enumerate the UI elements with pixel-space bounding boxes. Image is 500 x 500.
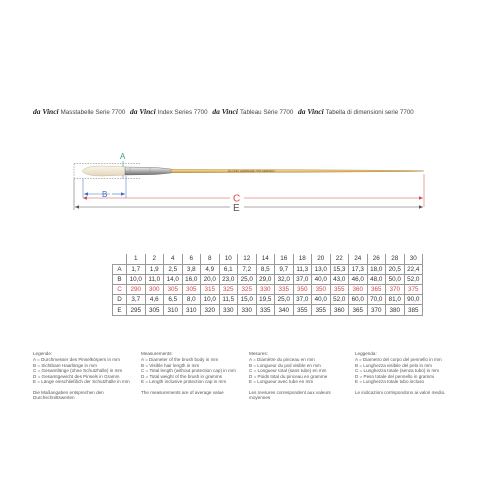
legend-line: B = Longueur du poil visible en mm bbox=[249, 362, 321, 368]
table-cell: 52,0 bbox=[330, 295, 349, 305]
table-cell: 60,0 bbox=[349, 295, 368, 305]
table-cell: 295 bbox=[127, 305, 146, 315]
legend-line: C = Longueur total (sans tube) en mm bbox=[249, 368, 327, 373]
legend-note: Le indicazioni corrispondono ai valori medio. bbox=[355, 389, 446, 395]
table-cell: 4,6 bbox=[145, 295, 164, 305]
size-header: 28 bbox=[386, 254, 405, 264]
brush-diagram bbox=[0, 140, 500, 220]
size-header: 4 bbox=[164, 254, 183, 264]
size-header: 16 bbox=[275, 254, 294, 264]
row-label: D bbox=[113, 295, 127, 305]
table-cell: 360 bbox=[330, 305, 349, 315]
table-cell: 305 bbox=[145, 305, 164, 315]
table-cell: 37,0 bbox=[293, 295, 312, 305]
table-cell: 330 bbox=[219, 305, 238, 315]
table-cell: 23,0 bbox=[219, 274, 238, 284]
table-cell: 11,3 bbox=[293, 264, 312, 274]
table-row-e bbox=[113, 305, 423, 315]
table-cell: 16,0 bbox=[182, 274, 201, 284]
table-cell: 48,0 bbox=[367, 274, 386, 284]
table-cell: 2,5 bbox=[164, 264, 183, 274]
table-cell: 40,0 bbox=[312, 274, 331, 284]
header-title-de: Masstabelle Serie 7700 bbox=[60, 109, 126, 116]
legend-german bbox=[33, 351, 135, 401]
table-cell: 52,0 bbox=[404, 274, 423, 284]
table-cell: 14,0 bbox=[164, 274, 183, 284]
table-cell: 325 bbox=[219, 285, 238, 295]
dimension-b bbox=[83, 176, 126, 199]
size-header: 12 bbox=[238, 254, 257, 264]
dimension-c bbox=[83, 174, 424, 207]
table-cell: 375 bbox=[404, 285, 423, 295]
table-cell: 385 bbox=[404, 305, 423, 315]
table-cell: 40,0 bbox=[312, 295, 331, 305]
table-cell: 310 bbox=[182, 305, 201, 315]
table-cell: 37,0 bbox=[293, 274, 312, 284]
legend-line: D = Poids total du pinceau en gramme bbox=[249, 373, 328, 379]
table-cell: 32,0 bbox=[275, 274, 294, 284]
table-cell: 4,9 bbox=[201, 264, 220, 274]
table-cell: 360 bbox=[349, 285, 368, 295]
size-header: 1 bbox=[127, 254, 146, 264]
brand-logo: da Vinci bbox=[298, 107, 324, 116]
table-cell: 70,0 bbox=[367, 295, 386, 305]
table-cell: 350 bbox=[312, 285, 331, 295]
size-header: 22 bbox=[330, 254, 349, 264]
brand-logo: da Vinci bbox=[212, 107, 238, 116]
table-cell: 11,5 bbox=[219, 295, 238, 305]
table-cell: 8,0 bbox=[182, 295, 201, 305]
legend-line: A = Diametro del corpo del pennello in mm bbox=[355, 357, 442, 362]
size-header: 20 bbox=[312, 254, 331, 264]
table-cell: 335 bbox=[275, 285, 294, 295]
legend-line: C = Lunghezza totale (senza tubo) in mm bbox=[355, 368, 440, 373]
table-cell: 13,0 bbox=[312, 264, 331, 274]
table-cell: 22,4 bbox=[404, 264, 423, 274]
table-cell: 29,0 bbox=[256, 274, 275, 284]
row-label: A bbox=[113, 264, 127, 274]
table-cell: 90,0 bbox=[404, 295, 423, 305]
table-cell: 7,2 bbox=[238, 264, 257, 274]
table-cell: 19,5 bbox=[256, 295, 275, 305]
brush-ferrule bbox=[125, 167, 172, 175]
table-cell: 20,0 bbox=[201, 274, 220, 284]
series-header bbox=[33, 107, 473, 116]
table-cell: 305 bbox=[164, 285, 183, 295]
table-cell: 3,7 bbox=[127, 295, 146, 305]
table-cell: 6,5 bbox=[164, 295, 183, 305]
measurement-table bbox=[112, 254, 423, 316]
row-label: C bbox=[113, 285, 127, 295]
table-cell: 330 bbox=[256, 285, 275, 295]
table-cell: 310 bbox=[164, 305, 183, 315]
table-cell: 320 bbox=[201, 305, 220, 315]
header-title-fr: Tableau Série 7700 bbox=[239, 109, 294, 116]
table-row-c bbox=[113, 285, 423, 295]
header-title-it: Tabella di dimensioni serie 7700 bbox=[325, 109, 414, 116]
legend-line: B = Lunghezza visibile del pelo in mm bbox=[355, 362, 432, 368]
table-cell: 17,3 bbox=[349, 264, 368, 274]
table-cell: 370 bbox=[367, 305, 386, 315]
table-cell: 8,5 bbox=[256, 264, 275, 274]
table-cell: 46,0 bbox=[349, 274, 368, 284]
table-cell: 1,7 bbox=[127, 264, 146, 274]
table-cell: 355 bbox=[312, 305, 331, 315]
brand-logo: da Vinci bbox=[130, 107, 156, 116]
header-title-en: Index Series 7700 bbox=[157, 109, 208, 116]
table-cell: 325 bbox=[238, 285, 257, 295]
legend-italian bbox=[355, 351, 457, 395]
table-cell: 355 bbox=[293, 305, 312, 315]
table-cell: 25,0 bbox=[238, 274, 257, 284]
size-header: 30 bbox=[404, 254, 423, 264]
table-cell: 355 bbox=[330, 285, 349, 295]
legend-title: Legende: bbox=[33, 351, 53, 356]
row-label: B bbox=[113, 274, 127, 284]
legend-line: A = Durchmesser des Pinselkörpers in mm bbox=[33, 357, 120, 362]
size-header: 26 bbox=[367, 254, 386, 264]
legend-line: B = Visible hair length in mm bbox=[141, 362, 200, 368]
size-header: 14 bbox=[256, 254, 275, 264]
label-b: B bbox=[102, 190, 108, 199]
table-cell: 335 bbox=[256, 305, 275, 315]
table-cell: 6,1 bbox=[219, 264, 238, 274]
table-cell: 290 bbox=[127, 285, 146, 295]
legend-title: Mesures: bbox=[249, 351, 268, 356]
table-row-b bbox=[113, 274, 423, 284]
legend-note: Les mesures correspondent aux valeurs moyennes bbox=[249, 389, 331, 400]
legend-line: D = Peso totale del pennello in grammi bbox=[355, 373, 435, 379]
legend-line: A = Diamètre du pinceau en mm bbox=[249, 357, 315, 362]
table-cell: 330 bbox=[238, 305, 257, 315]
table-row-d bbox=[113, 295, 423, 305]
table-cell: 11,0 bbox=[145, 274, 164, 284]
legend-title: Measurements: bbox=[141, 351, 173, 356]
brush-handle bbox=[171, 169, 424, 172]
table-cell: 9,7 bbox=[275, 264, 294, 274]
table-cell: 10,0 bbox=[201, 295, 220, 305]
legend-note: The measurements are of average value bbox=[141, 389, 224, 395]
brand-logo: da Vinci bbox=[33, 107, 59, 116]
row-label: E bbox=[113, 305, 127, 315]
legend-line: A = Diameter of the brush body in mm bbox=[141, 357, 219, 362]
table-cell: 18,0 bbox=[367, 264, 386, 274]
legend-line: D = Total weight of the brush in gramms bbox=[141, 373, 222, 379]
legend-line: E = Length inclusive protection cap in mm bbox=[141, 379, 227, 384]
table-cell: 365 bbox=[367, 285, 386, 295]
label-a: A bbox=[120, 152, 126, 161]
size-header: 2 bbox=[145, 254, 164, 264]
table-cell: 300 bbox=[145, 285, 164, 295]
legend-line: C = Gesamtlänge (ohne Schutzhülle) in mm bbox=[33, 368, 123, 373]
table-cell: 365 bbox=[349, 305, 368, 315]
table-cell: 20,5 bbox=[386, 264, 405, 274]
table-cell: 370 bbox=[386, 285, 405, 295]
table-cell: 25,0 bbox=[275, 295, 294, 305]
label-c: C bbox=[233, 193, 241, 205]
table-cell: 305 bbox=[182, 285, 201, 295]
legend-line: E = Länge einschließlich der Schutzhülle in mm bbox=[33, 379, 130, 384]
handle-imprint: DA VINCI HANDMADE 7700 GERMANY bbox=[228, 169, 275, 173]
dimension-e bbox=[74, 179, 423, 214]
table-cell: 340 bbox=[275, 305, 294, 315]
table-cell: 1,9 bbox=[145, 264, 164, 274]
size-header: 18 bbox=[293, 254, 312, 264]
legend-title: Leggenda: bbox=[355, 351, 377, 356]
table-cell: 10,0 bbox=[127, 274, 146, 284]
table-cell: 350 bbox=[293, 285, 312, 295]
legend-line: D = Gesamtgewicht des Pinsels in Gramm bbox=[33, 373, 120, 379]
size-header-row bbox=[113, 254, 423, 264]
legend-line: E = Longueur avec tube en mm bbox=[249, 379, 314, 384]
table-cell: 3,8 bbox=[182, 264, 201, 274]
legend-french bbox=[249, 351, 351, 401]
brush-hair bbox=[82, 166, 126, 176]
size-header: 6 bbox=[182, 254, 201, 264]
table-cell: 43,0 bbox=[330, 274, 349, 284]
table-cell: 315 bbox=[201, 285, 220, 295]
table-cell: 380 bbox=[386, 305, 405, 315]
table-cell: 15,3 bbox=[330, 264, 349, 274]
size-header: 10 bbox=[219, 254, 238, 264]
table-row-a bbox=[113, 264, 423, 274]
legend-note: Die Maßangaben entsprechen den Durchschnittswerten bbox=[33, 389, 104, 400]
legend-line: B = Sichtbare Haarlänge in mm bbox=[33, 362, 97, 368]
legend-english bbox=[141, 351, 243, 395]
size-header: 8 bbox=[201, 254, 220, 264]
table-cell: 15,0 bbox=[238, 295, 257, 305]
legend-line: E = Lunghezza totale tubo incluso bbox=[355, 379, 425, 384]
label-e: E bbox=[233, 203, 240, 214]
legend-line: C = Total length (without protection cap) in mm bbox=[141, 368, 236, 373]
table-cell: 50,0 bbox=[386, 274, 405, 284]
size-header: 24 bbox=[349, 254, 368, 264]
table-cell: 81,0 bbox=[386, 295, 405, 305]
